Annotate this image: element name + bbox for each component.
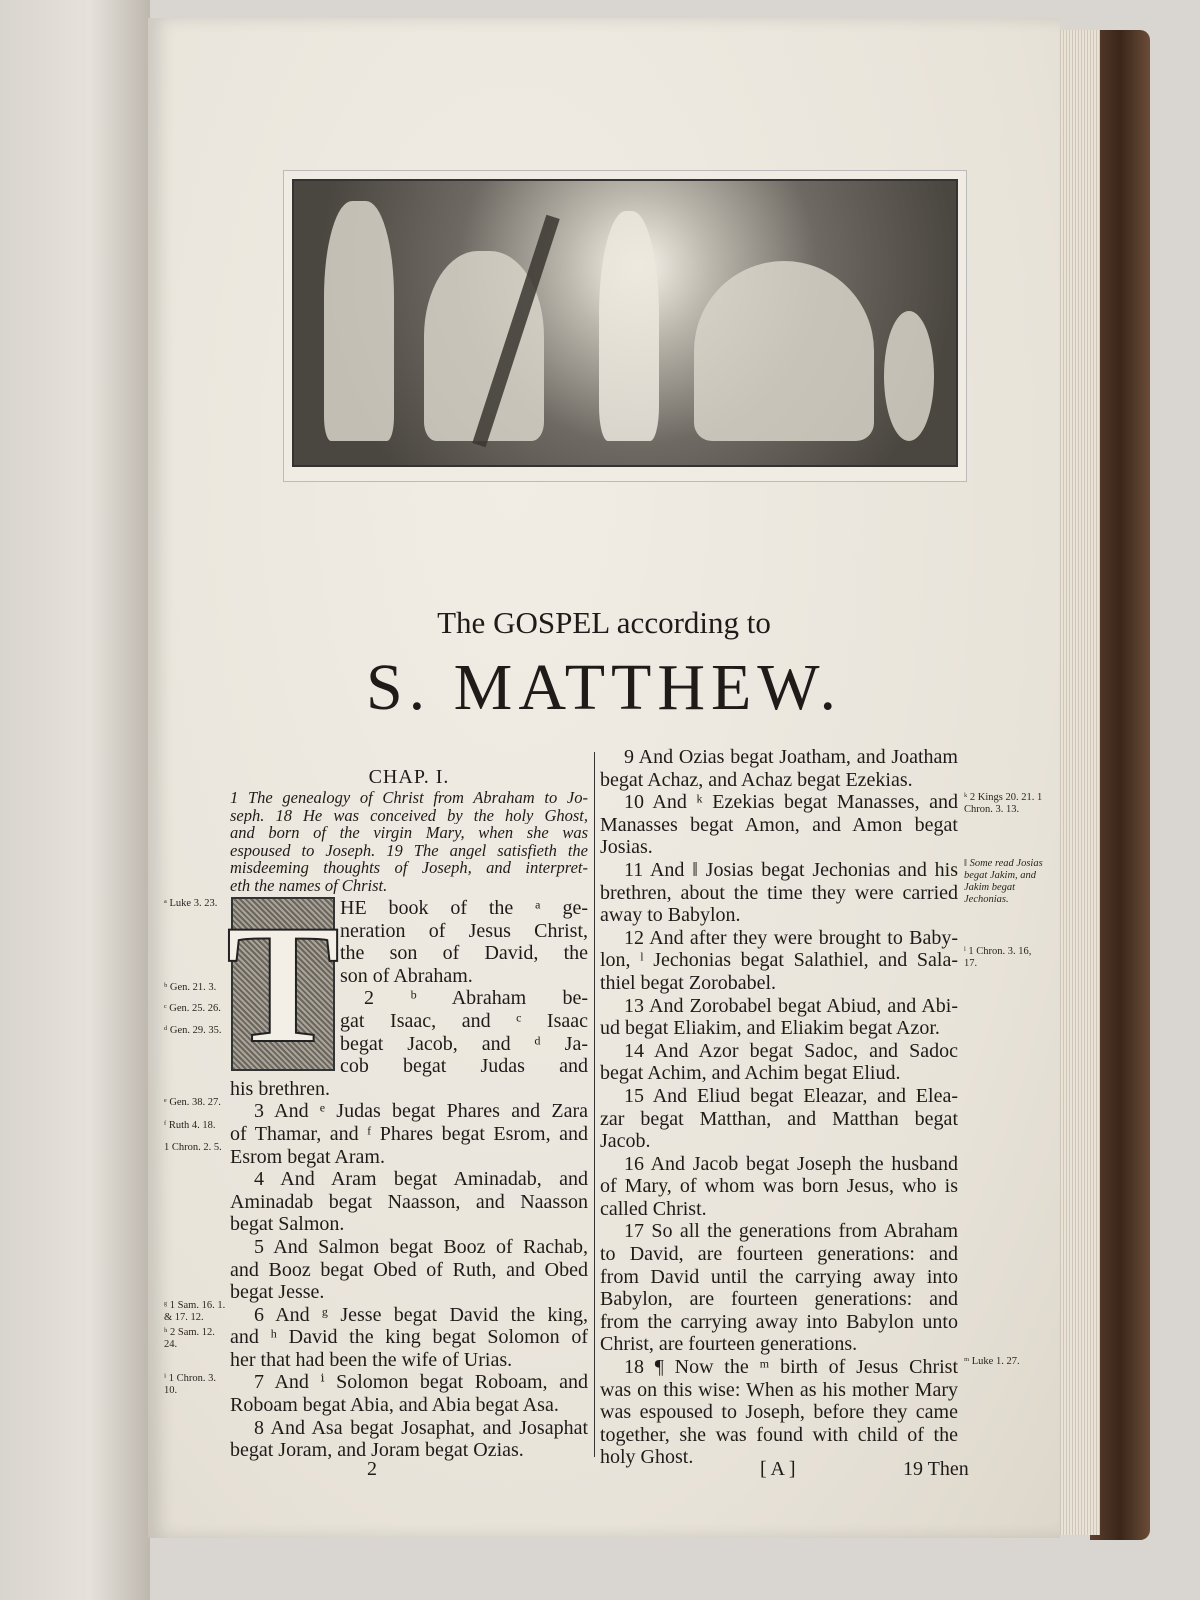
text-line: 5 And Salmon begat Booz of Rachab, — [254, 1235, 588, 1258]
margin-note: ˡ 1 Chron. 3. 16, 17. — [964, 946, 1032, 969]
text-line: Babylon, are fourteen generations: and — [600, 1288, 958, 1311]
text-line: was on this wise: When as his mother Mary — [600, 1378, 958, 1401]
text-line: 18 ¶ Now the ᵐ birth of Jesus Christ — [624, 1356, 958, 1379]
text-line: Jacob. — [600, 1130, 651, 1153]
margin-note: ᵉ Gen. 38. 27. — [164, 1097, 221, 1108]
text-line: son of Abraham. — [340, 964, 473, 987]
text-line: 3 And ᵉ Judas begat Phares and Zara — [254, 1100, 588, 1123]
text-line: begat Achim, and Achim begat Eliud. — [600, 1062, 901, 1085]
text-line: 7 And ⁱ Solomon begat Roboam, and — [254, 1371, 588, 1394]
text-line: 12 And after they were brought to Baby- — [624, 926, 958, 949]
text-line: and Booz begat Obed of Ruth, and Obed — [230, 1258, 588, 1281]
text-line: 4 And Aram begat Aminadab, and — [254, 1168, 588, 1191]
column-rule — [594, 752, 595, 1457]
text-line: the son of David, the — [340, 942, 588, 965]
text-line: and ʰ David the king begat Solomon of — [230, 1326, 588, 1349]
margin-note: ᶜ Gen. 25. 26. — [164, 1003, 221, 1014]
summary-line: seph. 18 He was conceived by the holy Ghost, — [230, 806, 588, 824]
text-line: 11 And ‖ Josias begat Jechonias and his — [624, 858, 958, 881]
text-line: was espoused to Joseph, before they came — [600, 1401, 958, 1424]
text-line: 17 So all the generations from Abraham — [624, 1220, 958, 1243]
margin-note: ᵃ Luke 3. 23. — [164, 898, 218, 909]
margin-note: ᵏ 2 Kings 20. 21. 1 Chron. 3. 13. — [964, 792, 1043, 815]
summary-line: 1 The genealogy of Christ from Abraham to Jo- — [230, 789, 588, 807]
text-line: begat Joram, and Joram begat Ozias. — [230, 1439, 524, 1462]
engraving-illustration — [283, 170, 967, 482]
text-line: Esrom begat Aram. — [230, 1145, 385, 1168]
catchword: 19 Then — [903, 1458, 969, 1480]
text-line: lon, ˡ Jechonias begat Salathiel, and Sala- — [600, 949, 958, 972]
text-line: 2 ᵇ Abraham be- — [364, 987, 588, 1010]
page-edges — [1055, 30, 1100, 1535]
text-line: zar begat Matthan, and Matthan begat — [600, 1107, 958, 1130]
text-line: called Christ. — [600, 1197, 707, 1220]
text-line: begat Jacob, and ᵈ Ja- — [340, 1032, 588, 1055]
margin-note: ᶠ Ruth 4. 18. — [164, 1120, 216, 1131]
margin-note: ᵐ Luke 1. 27. — [964, 1356, 1020, 1367]
gospel-heading: The GOSPEL according to — [437, 605, 771, 640]
margin-note: 1 Chron. 2. 5. — [164, 1142, 222, 1153]
margin-note: ‖ Some read Josias begat Jakim, and Jakim begat Jechonias. — [964, 858, 1043, 905]
text-line: neration of Jesus Christ, — [340, 919, 588, 942]
margin-note: ʰ 2 Sam. 12. 24. — [164, 1327, 215, 1350]
text-line: HE book of the ᵃ ge- — [340, 897, 588, 919]
text-line: Aminadab begat Naasson, and Naasson — [230, 1190, 588, 1213]
text-line: Manasses begat Amon, and Amon begat — [600, 813, 958, 836]
chapter-heading: CHAP. I. — [368, 766, 450, 788]
text-line: of Thamar, and ᶠ Phares begat Esrom, and — [230, 1122, 588, 1145]
text-line: 16 And Jacob begat Joseph the husband — [624, 1152, 958, 1175]
text-line: holy Ghost. — [600, 1446, 694, 1469]
summary-line: espoused to Joseph. 19 The angel satisfieth the — [230, 841, 588, 859]
text-line: begat Achaz, and Achaz begat Ezekias. — [600, 768, 913, 791]
text-line: of Mary, of whom was born Jesus, who is — [600, 1175, 958, 1198]
text-line: away to Babylon. — [600, 904, 741, 927]
left-text-column — [230, 897, 588, 1462]
page-number: 2 — [367, 1458, 377, 1480]
text-line: ud begat Eliakim, and Eliakim begat Azor. — [600, 1017, 940, 1040]
margin-note: ᵈ Gen. 29. 35. — [164, 1025, 222, 1036]
text-line: from the carrying away into Babylon unto — [600, 1310, 958, 1333]
text-line: 13 And Zorobabel begat Abiud, and Abi- — [624, 994, 958, 1017]
text-line: his brethren. — [230, 1077, 330, 1100]
summary-line: misdeeming thoughts of Joseph, and interpret- — [230, 859, 588, 877]
text-line: Christ, are fourteen generations. — [600, 1333, 858, 1356]
text-line: thiel begat Zorobabel. — [600, 971, 777, 994]
text-line: 8 And Asa begat Josaphat, and Josaphat — [254, 1416, 588, 1439]
text-line: begat Salmon. — [230, 1213, 345, 1236]
text-line: 6 And ᵍ Jesse begat David the king, — [254, 1303, 588, 1326]
facing-page — [0, 0, 150, 1600]
margin-note: ᵍ 1 Sam. 16. 1. & 17. 12. — [164, 1300, 226, 1323]
summary-line: and born of the virgin Mary, when she was — [230, 824, 588, 842]
text-line: together, she was found with child of the — [600, 1423, 958, 1446]
text-line: 10 And ᵏ Ezekias begat Manasses, and — [624, 791, 958, 814]
signature-mark: [ A ] — [760, 1458, 796, 1480]
text-line: gat Isaac, and ᶜ Isaac — [340, 1009, 588, 1032]
summary-line: eth the names of Christ. — [230, 876, 388, 894]
text-line: from David until the carrying away into — [600, 1265, 958, 1288]
text-line: her that had been the wife of Urias. — [230, 1348, 513, 1371]
book-title: S. MATTHEW. — [365, 651, 843, 724]
text-line: 9 And Ozias begat Joatham, and Joatham — [624, 746, 958, 768]
margin-note: ⁱ 1 Chron. 3. 10. — [164, 1373, 216, 1396]
text-line: Josias. — [600, 836, 653, 859]
text-line: begat Jesse. — [230, 1281, 325, 1304]
right-text-column — [600, 746, 958, 1469]
chapter-summary — [230, 789, 588, 894]
text-line: to David, are fourteen generations: and — [600, 1243, 958, 1266]
text-line: Roboam begat Abia, and Abia begat Asa. — [230, 1394, 559, 1417]
dropcap-letter: T — [226, 890, 340, 1078]
text-line: 15 And Eliud begat Eleazar, and Elea- — [624, 1084, 958, 1107]
text-line: 14 And Azor begat Sadoc, and Sadoc — [624, 1039, 958, 1062]
text-line: cob begat Judas and — [340, 1055, 588, 1078]
margin-note: ᵇ Gen. 21. 3. — [164, 982, 217, 993]
text-line: brethren, about the time they were carried — [600, 881, 958, 904]
